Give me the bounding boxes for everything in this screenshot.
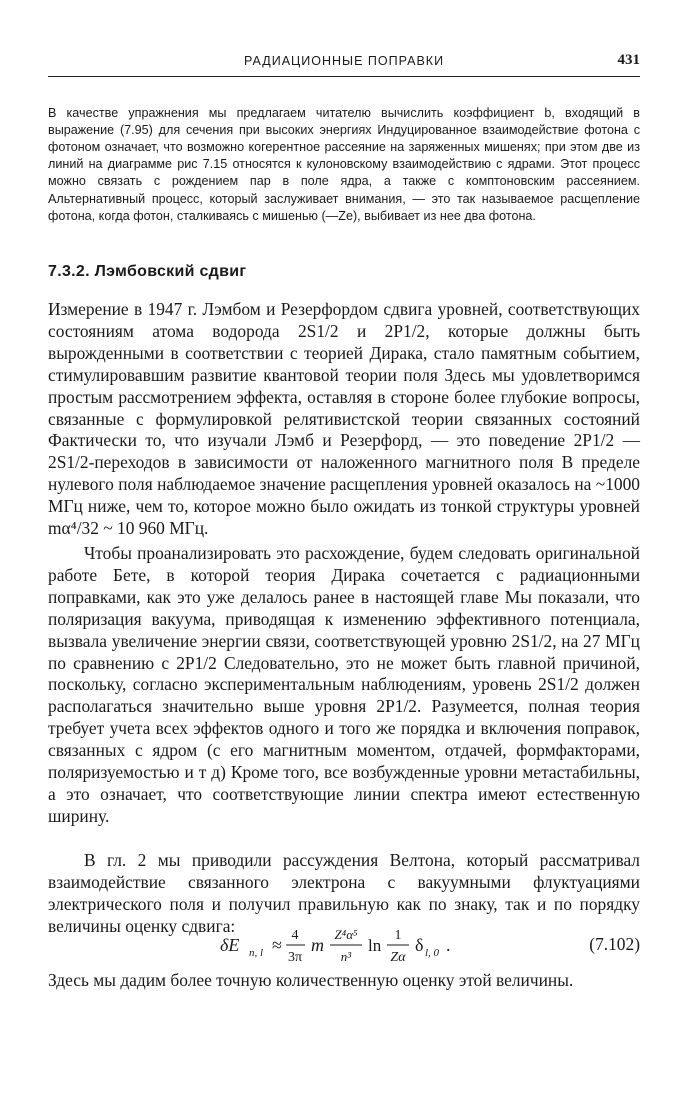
coupling-denominator: n³ (340, 949, 352, 964)
log-denominator: Zα (390, 950, 406, 965)
kronecker-delta-subscript: l, 0 (425, 947, 440, 959)
page-number: 431 (617, 52, 640, 68)
formula-mass: m (311, 935, 324, 955)
formula-period: . (446, 935, 451, 955)
section-heading: 7.3.2. Лэмбовский сдвиг (48, 263, 247, 280)
formula-lhs: δE (220, 935, 240, 955)
formula (220, 922, 520, 968)
coefficient-numerator: 4 (291, 928, 299, 943)
log-numerator: 1 (394, 928, 402, 943)
paragraph-3: В гл. 2 мы приводили рассуждения Велтона, который рассматривал взаимодействие связанного электрона с вакуумными флуктуациями электрического поля и получил правильную как по знаку, так и по порядку величины оценку сдвига: (48, 850, 640, 936)
coefficient-denominator: 3π (287, 950, 303, 965)
running-title: РАДИАЦИОННЫЕ ПОПРАВКИ (244, 54, 445, 68)
equation-7-102 (48, 922, 640, 968)
coupling-numerator: Z⁴α⁵ (334, 927, 358, 942)
kronecker-delta: δ (415, 935, 424, 955)
paragraph-2: Чтобы проанализировать это расхождение, будем следовать оригинальной работе Бете, в которой теория Дирака сочетается с радиационными поправками, как это уже делалось ранее в настоящей главе Мы показали, что поляризация вакуума, приводящая к изменению эффективного потенциала, вызвала увеличение энергии связи, соответствующей уровню 2S1/2, на 27 МГц по сравнению с 2P1/2 Следовательно, это не может быть главной причиной, поскольку, согласно экспериментальным наблюдениям, уровень 2S1/2 должен располагаться значительно выше уровня 2P1/2. Разумеется, полная теория требует учета всех эффектов одного и того же порядка и включения поправок, связанных с ядром (с его магнитным моментом, отдачей, формфакторами, поляризуемостью и т д) Кроме того, все возбужденные уровни метастабильны, а это означает, что соответствующие линии спектра имеют естественную ширину. (48, 543, 640, 826)
formula-approx-sign: ≈ (272, 935, 282, 955)
paragraph-1: Измерение в 1947 г. Лэмбом и Резерфордом сдвига уровней, соответствующих состояниям атома водорода 2S1/2 и 2P1/2, которые должны быть вырожденными в соответствии с теорией Дирака, стало памятным событием, стимулировавшим развитие квантовой теории поля Здесь мы удовлетворимся простым рассмотрением эффекта, оставляя в стороне более глубокие вопросы, связанные с формулировкой релятивистской теории связанных состояний Фактически то, что изучали Лэмб и Резерфорд, — это поведение 2P1/2 — 2S1/2-переходов в зависимости от наложенного магнитного поля В пределе нулевого поля наблюдаемое значение расщепления уровней оказалось на ~1000 МГц ниже, чем то, которое можно было ожидать из тонкой структуры уровней mα⁴/32 ~ 10 960 МГц. (48, 299, 640, 539)
exercise-note: В качестве упражнения мы предлагаем читателю вычислить коэффициент b, входящий в выражение (7.95) для сечения при высоких энергиях Индуцированное взаимодействие фотона с фотоном означает, что возможно когерентное рассеяние на заряженных мишенях; при этом две из линий на диаграмме рис 7.15 относятся к кулоновскому взаимодействию с ядрами. Этот процесс можно связать с рождением пар в поле ядра, а также с комптоновским рассеянием. Альтернативный процесс, который заслуживает внимания, — это так называемое расщепление фотона, когда фотон, сталкиваясь с мишенью (—Ze), выбивает из нее два фотона. (48, 105, 640, 223)
formula-lhs-subscript: n, l (249, 947, 264, 959)
paragraph-4: Здесь мы дадим более точную количественную оценку этой величины. (48, 970, 574, 990)
formula-logarithm: ln (368, 936, 382, 955)
equation-number: (7.102) (589, 934, 640, 954)
running-header (48, 50, 640, 77)
